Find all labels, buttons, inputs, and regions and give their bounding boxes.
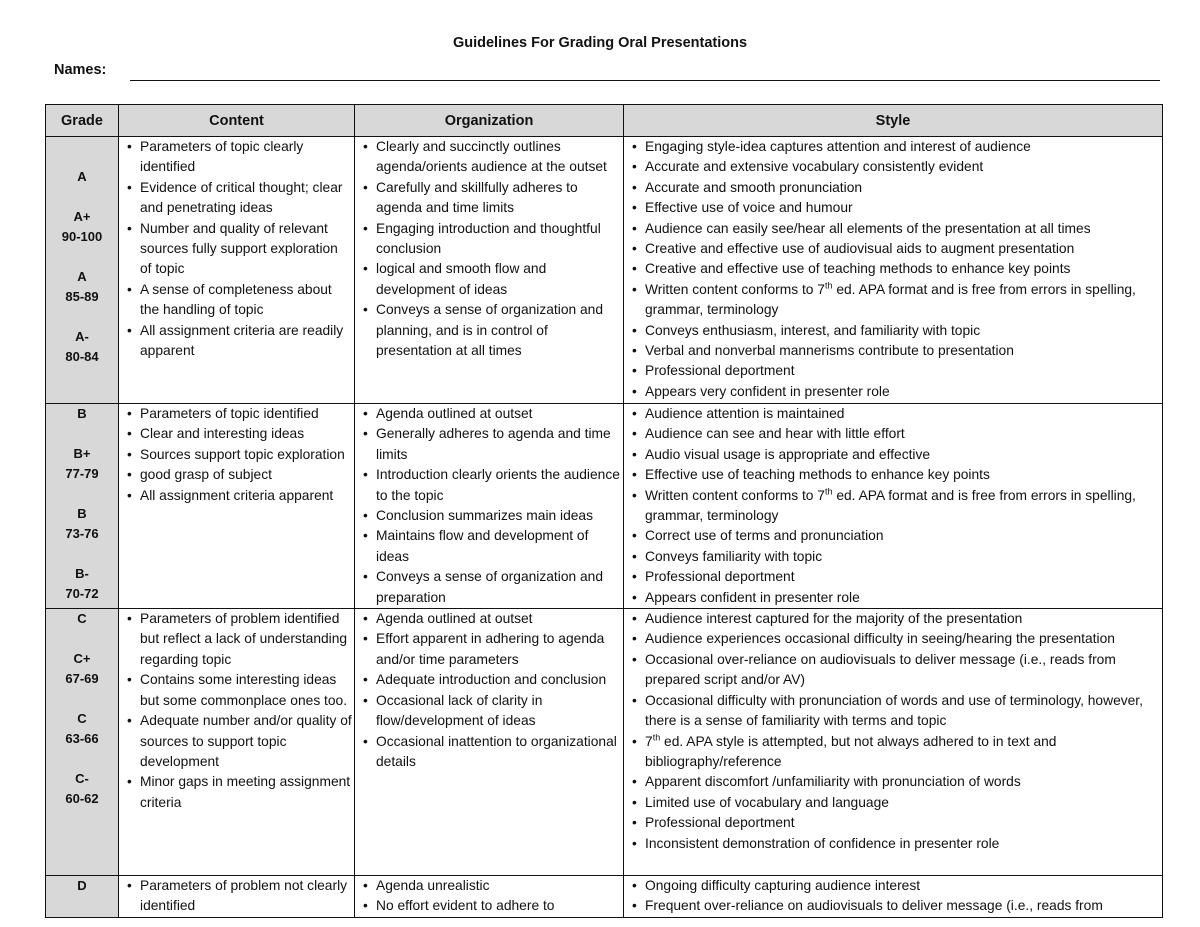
style-cell <box>624 876 1163 918</box>
grade-label: 70-72 <box>65 586 99 601</box>
list-item: • Professional deportment <box>630 567 1160 587</box>
grade-label: B <box>77 406 87 421</box>
list-item: • Parameters of problem identified but reflect a lack of understanding regarding topic <box>125 609 352 670</box>
list-item: • Conveys a sense of organization and planning, and is in control of presentation at all times <box>361 300 621 361</box>
list-item: • Sources support topic exploration <box>125 445 352 465</box>
grade-label <box>46 749 118 769</box>
list-item: • Ongoing difficulty capturing audience interest <box>630 876 1160 896</box>
header-organization: Organization <box>355 105 624 137</box>
list-item: • Parameters of topic clearly identified <box>125 137 352 178</box>
organization-list <box>355 876 623 917</box>
style-cell <box>624 609 1163 876</box>
grade-label: 67-69 <box>65 671 99 687</box>
grade-label <box>46 307 118 327</box>
content-cell <box>119 404 355 609</box>
organization-cell <box>355 876 624 918</box>
header-style: Style <box>624 105 1163 137</box>
list-item: • Occasional difficulty with pronunciation of words and use of terminology, however, there is a sense of familiarity with terms and topic <box>630 691 1160 732</box>
list-item: • Apparent discomfort /unfamiliarity with pronunciation of words <box>630 772 1160 792</box>
content-list <box>119 404 354 506</box>
list-item: • Contains some interesting ideas but some commonplace ones too. <box>125 670 352 711</box>
grade-label: B- <box>75 566 89 581</box>
grade-label <box>46 484 118 504</box>
list-item: • Audience interest captured for the majority of the presentation <box>630 609 1160 629</box>
list-item: • Introduction clearly orients the audience to the topic <box>361 465 621 506</box>
list-item: • Creative and effective use of audiovisual aids to augment presentation <box>630 239 1160 259</box>
list-item: • good grasp of subject <box>125 465 352 485</box>
list-item: • Conveys enthusiasm, interest, and familiarity with topic <box>630 321 1160 341</box>
organization-cell <box>355 609 624 876</box>
style-list <box>624 404 1162 608</box>
grade-label <box>46 689 118 709</box>
grade-label: C <box>77 611 87 627</box>
header-grade: Grade <box>46 105 119 137</box>
list-item: • Limited use of vocabulary and language <box>630 793 1160 813</box>
content-list <box>119 609 354 813</box>
list-item: • Written content conforms to 7th ed. APA format and is free from errors in spelling, grammar, terminology <box>630 486 1160 527</box>
grade-label: 90-100 <box>61 229 103 244</box>
list-item: • Conveys familiarity with topic <box>630 547 1160 567</box>
list-item: • Evidence of critical thought; clear and penetrating ideas <box>125 178 352 219</box>
table-row <box>46 609 1163 876</box>
list-item: • Engaging style-idea captures attention and interest of audience <box>630 137 1160 157</box>
list-item: • Conveys a sense of organization and preparation <box>361 567 621 608</box>
list-item: • Audio visual usage is appropriate and effective <box>630 445 1160 465</box>
grade-label: 80-84 <box>65 349 99 364</box>
organization-list <box>355 609 623 772</box>
list-item: • Written content conforms to 7th ed. APA format and is free from errors in spelling, grammar, terminology <box>630 280 1160 321</box>
organization-list <box>355 404 623 608</box>
grade-label: A <box>77 269 87 284</box>
content-list <box>119 137 354 361</box>
organization-list <box>355 137 623 361</box>
list-item: • Generally adheres to agenda and time limits <box>361 424 621 465</box>
table-header-row <box>46 105 1163 137</box>
grade-label: A- <box>75 329 89 344</box>
list-item: • Engaging introduction and thoughtful conclusion <box>361 219 621 260</box>
grade-cell <box>46 404 119 609</box>
style-list <box>624 609 1162 854</box>
list-item: • Accurate and extensive vocabulary consistently evident <box>630 157 1160 177</box>
content-list <box>119 876 354 917</box>
list-item: • Adequate introduction and conclusion <box>361 670 621 690</box>
grade-label: 85-89 <box>65 289 99 304</box>
style-cell <box>624 404 1163 609</box>
grade-cell <box>46 137 119 404</box>
list-item: • Audience can easily see/hear all elements of the presentation at all times <box>630 219 1160 239</box>
style-list <box>624 137 1162 402</box>
list-item: • Creative and effective use of teaching methods to enhance key points <box>630 259 1160 279</box>
list-item: • Minor gaps in meeting assignment criteria <box>125 772 352 813</box>
list-item: • Audience attention is maintained <box>630 404 1160 424</box>
grade-label: 77-79 <box>65 466 99 481</box>
list-item: • Appears very confident in presenter role <box>630 382 1160 402</box>
table-row <box>46 404 1163 609</box>
grade-cell <box>46 876 119 918</box>
list-item: • All assignment criteria are readily apparent <box>125 321 352 362</box>
organization-cell <box>355 137 624 404</box>
grade-cell <box>46 609 119 876</box>
header-content: Content <box>119 105 355 137</box>
grade-label <box>46 544 118 564</box>
grade-label: B <box>77 506 87 521</box>
list-item: • Effort apparent in adhering to agenda and/or time parameters <box>361 629 621 670</box>
list-item: • Effective use of voice and humour <box>630 198 1160 218</box>
list-item: • Occasional over-reliance on audiovisuals to deliver message (i.e., reads from prepared script and/or AV) <box>630 650 1160 691</box>
grade-label: 73-76 <box>65 526 99 541</box>
list-item: • Parameters of problem not clearly identified <box>125 876 352 917</box>
grade-label: 60-62 <box>65 791 99 807</box>
list-item: • Agenda outlined at outset <box>361 404 621 424</box>
list-item: • Number and quality of relevant sources fully support exploration of topic <box>125 219 352 280</box>
names-underline <box>130 80 1160 81</box>
grade-label: D <box>77 878 87 894</box>
grade-label: C <box>77 711 87 727</box>
list-item: • All assignment criteria apparent <box>125 486 352 506</box>
grade-label: C- <box>75 771 89 787</box>
list-item: • logical and smooth flow and development of ideas <box>361 259 621 300</box>
list-item: • Agenda outlined at outset <box>361 609 621 629</box>
organization-cell <box>355 404 624 609</box>
grade-label: A <box>77 169 87 184</box>
list-item: • Conclusion summarizes main ideas <box>361 506 621 526</box>
list-item: • Correct use of terms and pronunciation <box>630 526 1160 546</box>
list-item: • Professional deportment <box>630 813 1160 833</box>
list-item: • A sense of completeness about the handling of topic <box>125 280 352 321</box>
list-item: • Inconsistent demonstration of confidence in presenter role <box>630 834 1160 854</box>
list-item: • Audience can see and hear with little effort <box>630 424 1160 444</box>
style-list <box>624 876 1162 917</box>
table-row <box>46 137 1163 404</box>
list-item: • No effort evident to adhere to <box>361 896 621 916</box>
list-item: • Accurate and smooth pronunciation <box>630 178 1160 198</box>
grade-label <box>46 247 118 267</box>
list-item: • Occasional lack of clarity in flow/development of ideas <box>361 691 621 732</box>
grade-label: A+ <box>73 209 91 224</box>
list-item: • Occasional inattention to organizational details <box>361 732 621 773</box>
list-item: • Clear and interesting ideas <box>125 424 352 444</box>
list-item: • Professional deportment <box>630 361 1160 381</box>
list-item: • Effective use of teaching methods to enhance key points <box>630 465 1160 485</box>
content-cell <box>119 609 355 876</box>
list-item: • Parameters of topic identified <box>125 404 352 424</box>
list-item: • 7th ed. APA style is attempted, but not always adhered to in text and bibliography/reference <box>630 732 1160 773</box>
list-item: • Appears confident in presenter role <box>630 588 1160 608</box>
list-item: • Audience experiences occasional difficulty in seeing/hearing the presentation <box>630 629 1160 649</box>
list-item: • Maintains flow and development of ideas <box>361 526 621 567</box>
grading-rubric-table <box>45 104 1163 918</box>
grade-label <box>46 187 118 207</box>
list-item: • Frequent over-reliance on audiovisuals to deliver message (i.e., reads from <box>630 896 1160 916</box>
content-cell <box>119 137 355 404</box>
grade-label: B+ <box>73 446 91 461</box>
grade-label <box>46 424 118 444</box>
page-title: Guidelines For Grading Oral Presentations <box>452 35 748 51</box>
list-item: • Clearly and succinctly outlines agenda/orients audience at the outset <box>361 137 621 178</box>
style-cell <box>624 137 1163 404</box>
list-item: • Verbal and nonverbal mannerisms contribute to presentation <box>630 341 1160 361</box>
grade-label: 63-66 <box>65 731 99 747</box>
grade-label <box>46 629 118 649</box>
list-item: • Carefully and skillfully adheres to agenda and time limits <box>361 178 621 219</box>
grade-label: C+ <box>73 651 91 667</box>
table-row <box>46 876 1163 918</box>
content-cell <box>119 876 355 918</box>
list-item: • Agenda unrealistic <box>361 876 621 896</box>
list-item: • Adequate number and/or quality of sources to support topic development <box>125 711 352 772</box>
names-label: Names: <box>54 62 107 78</box>
